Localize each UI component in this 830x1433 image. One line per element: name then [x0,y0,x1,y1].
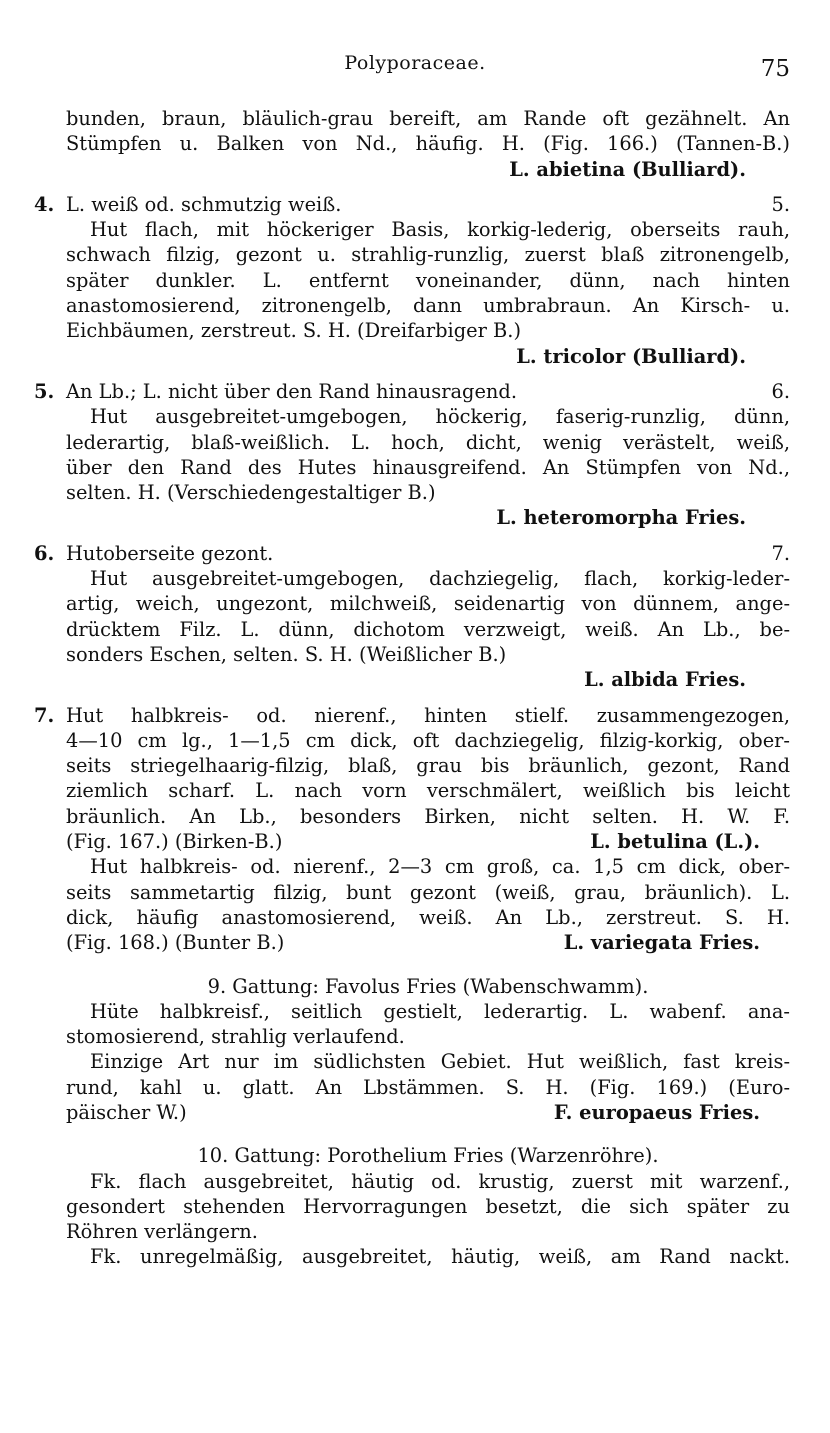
text-line: selten. H. (Verschiedengestaltiger B.) [66,481,436,505]
page-header [0,52,830,82]
text-line: anastomosierend, zitronengelb, dann umbrabraun. An Kirsch- u. [66,294,790,318]
text-line: Röhren verlängern. [66,1220,258,1244]
spacer [66,1125,790,1143]
genus-heading: 10. Gattung: Porothelium Fries (Warzenröhre). [197,1144,659,1168]
text-line: bunden, braun, bläulich-grau bereift, am Rande oft gezähnelt. An [66,107,790,130]
key-lead-text: Hutoberseite gezont. [66,541,274,565]
text-line: Hut ausgebreitet-umgebogen, dachziegelig, flach, korkig-leder- [90,567,790,591]
key-entry-4 [34,192,790,217]
text-line: (Fig. 167.) (Birken-B.) [66,830,283,854]
key-entry-6 [34,541,790,566]
key-lead [66,541,790,566]
species-name-bold: L. tricolor (Bulliard). [516,344,746,368]
key-lead-text: An Lb.; L. nicht über den Rand hinausragend. [66,379,517,403]
species-name-bold: L. albida Fries. [584,668,746,692]
key-lead-target: 7. [771,541,790,565]
species-name-bold: L. abietina (Bulliard). [509,157,746,181]
text-line: schwach filzig, gezont u. strahlig-runzlig, zuerst blaß zitronengelb, [66,243,790,267]
text-line: 4—10 cm lg., 1—1,5 cm dick, oft dachziegelig, filzig-korkig, ober- [66,728,790,752]
key-number: 6. [34,541,55,565]
text-line: Eichbäumen, zerstreut. S. H. (Dreifarbiger B.) [66,319,522,343]
key-number: 5. [34,379,55,403]
text-line: seits sammetartig filzig, bunt gezont (weiß, grau, bräunlich). L. [66,880,790,904]
species-name [66,505,790,530]
species-name [66,667,790,692]
text-line: Stümpfen u. Balken von Nd., häufig. H. (Fig. 166.) (Tannen-B.) [66,132,790,156]
species-name-bold: L. betulina (L.). [590,830,760,854]
text-line: seits striegelhaarig-filzig, blaß, grau bis bräunlich, gezont, Rand [66,754,790,778]
species-name-bold: L. heteromorpha Fries. [496,506,746,530]
text-line: Hut ausgebreitet-umgebogen, höckerig, faserig-runzlig, dünn, [90,405,790,429]
species-name [66,157,790,182]
text-line: über den Rand des Hutes hinausgreifend. An Stümpfen von Nd., [66,455,790,479]
text-line: drücktem Filz. L. dünn, dichotom verzweigt, weiß. An Lb., be- [66,617,790,641]
key-lead [66,192,790,217]
species-line [66,930,790,955]
text-line: Fk. flach ausgebreitet, häutig od. krustig, zuerst mit warzenf., [90,1169,790,1193]
text-line: Einzige Art nur im südlichsten Gebiet. Hut weißlich, fast kreis- [90,1050,790,1074]
species-name [66,344,790,369]
text-line: Hüte halbkreisf., seitlich gestielt, lederartig. L. wabenf. ana- [90,999,790,1023]
key-lead-target: 6. [771,379,790,403]
text-line: päischer W.) [66,1100,187,1124]
text-line: Hut halbkreis- od. nierenf., 2—3 cm groß, ca. 1,5 cm dick, ober- [90,855,790,879]
species-line [66,829,790,854]
text-line: sonders Eschen, selten. S. H. (Weißlicher B.) [66,642,507,666]
key-entry-7 [34,703,790,728]
species-name-bold: L. variegata Fries. [563,931,760,955]
text-line: artig, weich, ungezont, milchweiß, seidenartig von dünnem, ange- [66,592,790,616]
text-line: lederartig, blaß-weißlich. L. hoch, dicht, wenig verästelt, weiß, [66,430,790,454]
spacer [66,182,790,192]
key-lead-target: 5. [771,192,790,216]
text-line: stomosierend, strahlig verlaufend. [66,1025,405,1049]
key-number: 7. [34,703,55,727]
genus-heading: 9. Gattung: Favolus Fries (Wabenschwamm). [207,974,649,998]
text-line: später dunkler. L. entfernt voneinander, dünn, nach hinten [66,268,790,292]
page-number: 75 [760,56,790,82]
key-number: 4. [34,192,55,216]
key-entry-5 [34,379,790,404]
spacer [66,531,790,541]
text-line: rund, kahl u. glatt. An Lbstämmen. S. H. (Fig. 169.) (Euro- [66,1075,790,1099]
text-line: bräunlich. An Lb., besonders Birken, nicht selten. H. W. F. [66,804,790,828]
text-line: (Fig. 168.) (Bunter B.) [66,931,285,955]
text-line: dick, häufig anastomosierend, weiß. An Lb., zerstreut. S. H. [66,905,790,929]
key-lead-text: L. weiß od. schmutzig weiß. [66,192,342,216]
species-line [66,1100,790,1125]
text-line: ziemlich scharf. L. nach vorn verschmälert, weißlich bis leicht [66,779,790,803]
running-title: Polyporaceae. [344,52,486,74]
text-line: Hut flach, mit höckeriger Basis, korkig-lederig, oberseits rauh, [90,218,790,242]
spacer [66,369,790,379]
species-name-bold: F. europaeus Fries. [553,1100,760,1124]
key-lead [66,379,790,404]
spacer [66,693,790,703]
spacer [66,956,790,974]
text-line: gesondert stehenden Hervorragungen besetzt, die sich später zu [66,1194,790,1218]
text-body [34,106,790,1270]
text-line: Fk. unregelmäßig, ausgebreitet, häutig, weiß, am Rand nackt. [90,1245,790,1269]
text-line: Hut halbkreis- od. nierenf., hinten stielf. zusammengezogen, [66,703,790,727]
